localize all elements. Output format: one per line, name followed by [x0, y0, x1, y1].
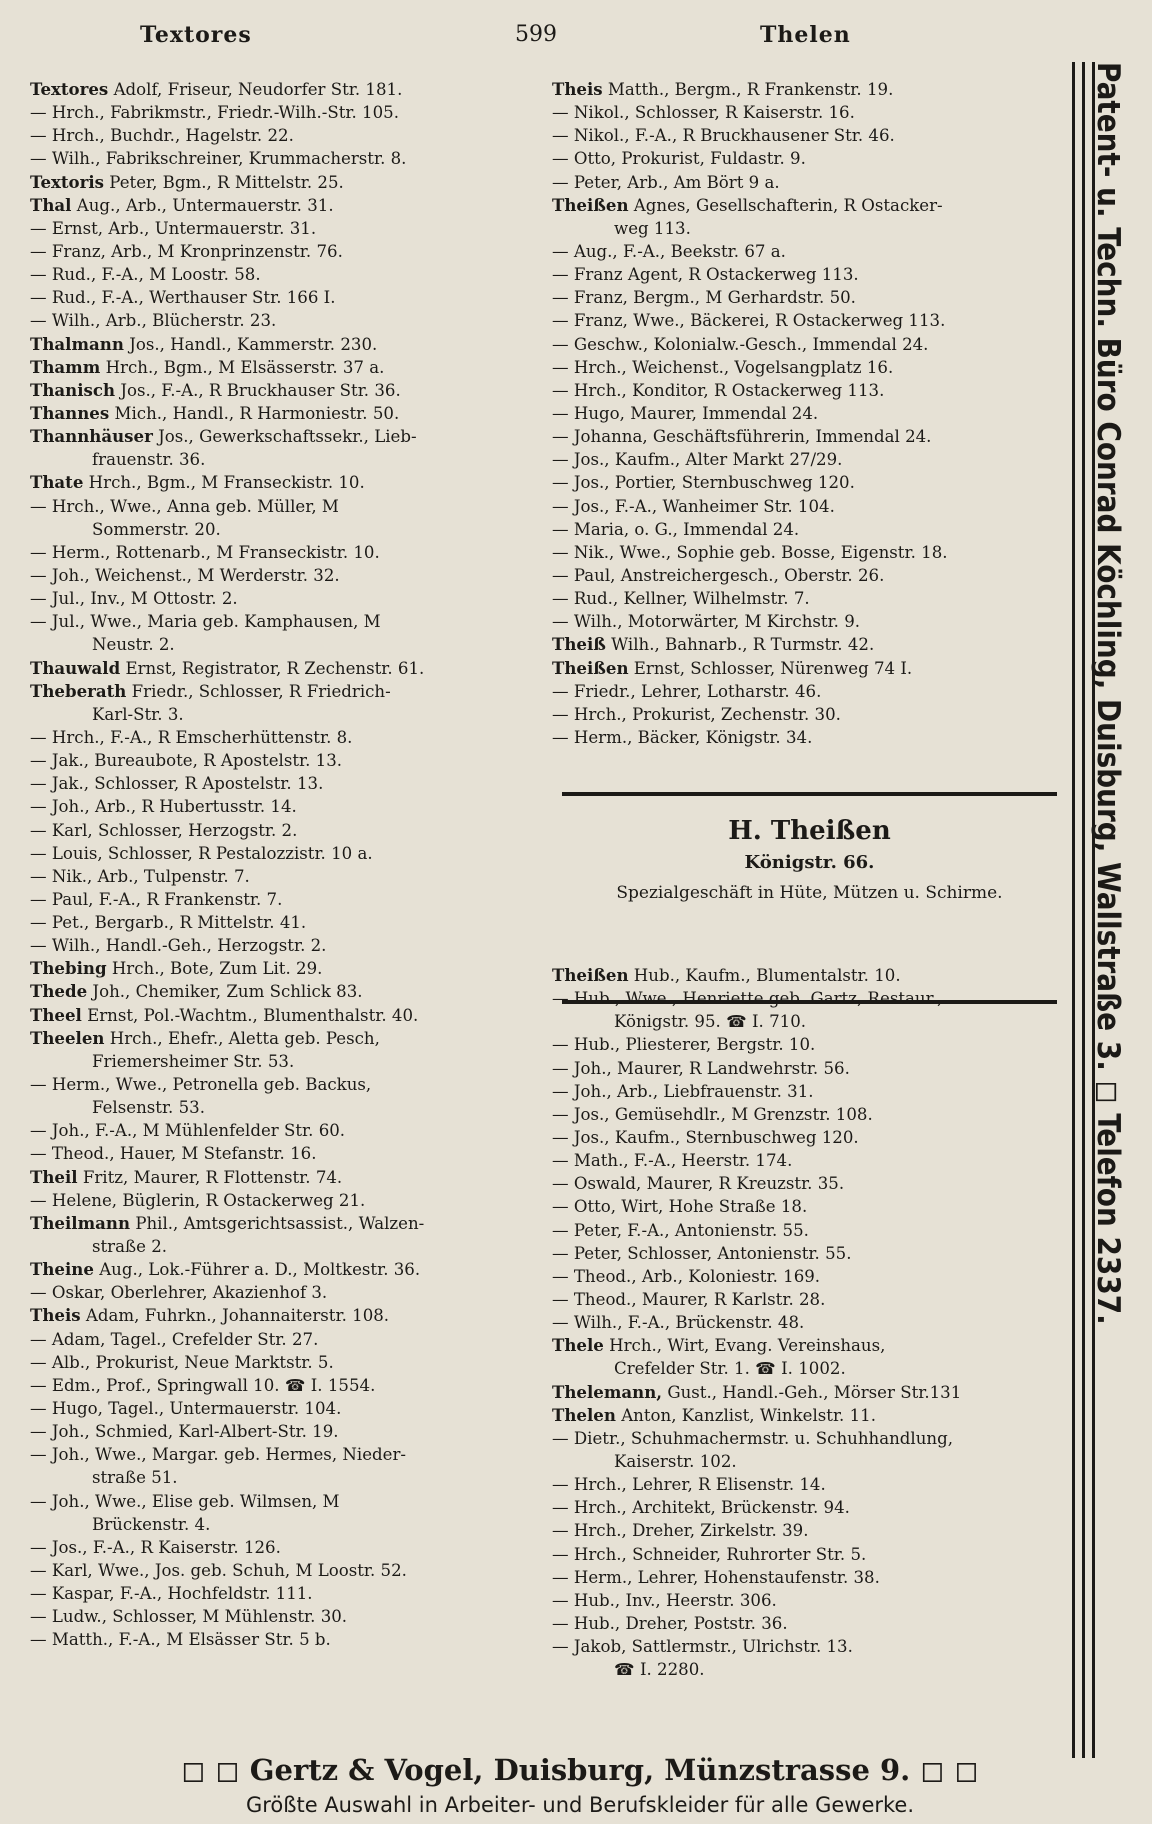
entry-text: — Hrch., F.-A., R Emscherhüttenstr. 8.: [30, 727, 353, 747]
entry-line: [30, 587, 538, 610]
entry-line: [552, 1566, 1057, 1589]
entry-text: — Karl, Schlosser, Herzogstr. 2.: [30, 820, 298, 840]
entry-line: [30, 1605, 538, 1628]
entry-line: [552, 1057, 1057, 1080]
entry-text: — Geschw., Kolonialw.-Gesch., Immendal 24.: [552, 334, 929, 354]
entry-surname: Theine: [30, 1259, 94, 1280]
entry-text: Hrch., Wirt, Evang. Vereinshaus,: [609, 1336, 886, 1356]
entry-line: [30, 610, 538, 633]
entry-line: [552, 194, 1057, 217]
entry-surname: Theelen: [30, 1027, 105, 1048]
entry-line: [30, 1073, 538, 1096]
entry-line: [552, 633, 1057, 656]
entry-text: — Louis, Schlosser, R Pestalozzistr. 10 a.: [30, 843, 373, 863]
entry-text: — Jos., Gemüsehdlr., M Grenzstr. 108.: [552, 1104, 873, 1124]
entry-line: [552, 1334, 1057, 1357]
entry-surname: Theißen: [552, 965, 629, 985]
entry-text: — Joh., Maurer, R Landwehrstr. 56.: [552, 1058, 850, 1078]
entry-line: [30, 1397, 538, 1420]
entry-surname: Thannes: [30, 402, 110, 423]
entry-line: [30, 1351, 538, 1374]
entry-line: [30, 703, 538, 726]
entry-surname: Textoris: [30, 171, 105, 192]
entry-line: [552, 379, 1057, 402]
entry-line: [30, 772, 538, 795]
entry-line: [552, 564, 1057, 587]
vertical-advertisement: [1068, 62, 1148, 1758]
entry-text: Mich., Handl., R Harmoniestr. 50.: [114, 403, 400, 423]
entry-line: [30, 425, 538, 448]
entry-line: [30, 379, 538, 402]
entry-text: weg 113.: [614, 218, 691, 238]
entry-line: [30, 1304, 538, 1327]
entry-line: [30, 1212, 538, 1235]
entry-text: Aug., Lok.-Führer a. D., Moltkestr. 36.: [99, 1260, 421, 1280]
entry-text: — Ludw., Schlosser, M Mühlenstr. 30.: [30, 1607, 348, 1627]
entry-text: — Alb., Prokurist, Neue Marktstr. 5.: [30, 1352, 334, 1372]
entry-text: — Jul., Inv., M Ottostr. 2.: [30, 589, 238, 609]
entry-text: — Johanna, Geschäftsführerin, Immendal 24.: [552, 427, 932, 447]
entry-line: [30, 1420, 538, 1443]
entry-text: — Helene, Büglerin, R Ostackerweg 21.: [30, 1190, 366, 1210]
entry-line: [30, 356, 538, 379]
entry-text: — Herm., Bäcker, Königstr. 34.: [552, 727, 813, 747]
entry-text: Ernst, Schlosser, Nürenweg 74 I.: [633, 658, 913, 678]
entry-line: [30, 1050, 538, 1073]
entry-line: [552, 217, 1057, 240]
entry-text: — Herm., Rottenarb., M Franseckistr. 10.: [30, 542, 380, 562]
entry-line: [30, 865, 538, 888]
entry-text: Hrch., Bgm., M Elsässerstr. 37 a.: [105, 357, 385, 377]
entry-line: [552, 1519, 1057, 1542]
entry-text: Ernst, Pol.-Wachtm., Blumenthalstr. 40.: [87, 1005, 419, 1025]
entry-text: — Hub., Inv., Heerstr. 306.: [552, 1590, 777, 1610]
ad-name: H. Theißen: [728, 816, 891, 846]
entry-line: [30, 1513, 538, 1536]
entry-line: [30, 101, 538, 124]
entry-text: Hrch., Ehefr., Aletta geb. Pesch,: [109, 1028, 380, 1048]
entry-text: — Hrch., Buchdr., Hagelstr. 22.: [30, 126, 294, 146]
entry-text: Agnes, Gesellschafterin, R Ostacker-: [633, 195, 943, 215]
entry-line: [30, 240, 538, 263]
entry-text: — Hrch., Weichenst., Vogelsangplatz 16.: [552, 357, 894, 377]
entry-line: [30, 1027, 538, 1050]
entry-text: — Franz, Arb., M Kronprinzenstr. 76.: [30, 241, 343, 261]
entry-line: [30, 911, 538, 934]
entry-text: — Edm., Prof., Springwall 10. ☎ I. 1554.: [30, 1375, 376, 1395]
entry-text: — Paul, Anstreichergesch., Oberstr. 26.: [552, 565, 885, 585]
vertical-rule: [1082, 62, 1085, 1758]
entry-text: — Rud., F.-A., Werthauser Str. 166 I.: [30, 288, 336, 308]
entry-line: [552, 471, 1057, 494]
entry-text: — Herm., Wwe., Petronella geb. Backus,: [30, 1075, 372, 1095]
page-number: 599: [515, 22, 557, 47]
entry-surname: Theis: [30, 1305, 81, 1326]
entry-text: Neustr. 2.: [92, 635, 175, 655]
entry-line: [30, 819, 538, 842]
entry-line: [30, 633, 538, 656]
entry-text: — Rud., Kellner, Wilhelmstr. 7.: [552, 589, 810, 609]
entry-line: [552, 147, 1057, 170]
entry-text: — Hrch., Prokurist, Zechenstr. 30.: [552, 704, 841, 724]
entry-line: [30, 402, 538, 425]
entry-line: [30, 217, 538, 240]
entry-text: — Peter, Schlosser, Antonienstr. 55.: [552, 1243, 852, 1263]
entry-line: [30, 1582, 538, 1605]
entry-line: [30, 263, 538, 286]
entry-surname: Thannhäuser: [30, 426, 153, 447]
entry-line: [30, 1328, 538, 1351]
right-column-top: [552, 78, 1057, 749]
entry-line: [552, 1149, 1057, 1172]
entry-line: [552, 1381, 1057, 1404]
entry-line: [30, 795, 538, 818]
entry-text: — Karl, Wwe., Jos. geb. Schuh, M Loostr. 52.: [30, 1561, 407, 1580]
entry-line: [552, 964, 1057, 987]
entry-line: [552, 1172, 1057, 1195]
entry-line: [30, 1166, 538, 1189]
entry-line: [552, 1242, 1057, 1265]
entry-line: [552, 1496, 1057, 1519]
entry-line: [552, 286, 1057, 309]
entry-surname: Theel: [30, 1004, 82, 1025]
entry-text: — Jak., Schlosser, R Apostelstr. 13.: [30, 774, 324, 794]
entry-line: [552, 1033, 1057, 1056]
entry-line: [552, 518, 1057, 541]
entry-line: [552, 1543, 1057, 1566]
entry-text: — Jos., Kaufm., Alter Markt 27/29.: [552, 450, 843, 470]
entry-line: [30, 471, 538, 494]
entry-text: — Jos., F.-A., Wanheimer Str. 104.: [552, 496, 835, 516]
entry-line: [30, 1004, 538, 1027]
entry-text: — Wilh., Handl.-Geh., Herzogstr. 2.: [30, 936, 327, 956]
entry-line: [552, 124, 1057, 147]
entry-text: — Hrch., Dreher, Zirkelstr. 39.: [552, 1521, 809, 1541]
entry-surname: Theis: [552, 79, 603, 99]
entry-line: [552, 1103, 1057, 1126]
entry-surname: Thal: [30, 194, 72, 215]
entry-text: — Adam, Tagel., Crefelder Str. 27.: [30, 1329, 319, 1349]
entry-line: [30, 1536, 538, 1559]
entry-line: [30, 980, 538, 1003]
ad-rule-top: [562, 792, 1057, 796]
entry-text: — Aug., F.-A., Beekstr. 67 a.: [552, 241, 786, 261]
entry-line: [552, 1612, 1057, 1635]
entry-text: — Hrch., Konditor, R Ostackerweg 113.: [552, 380, 885, 400]
entry-line: [552, 1288, 1057, 1311]
entry-text: — Hrch., Wwe., Anna geb. Müller, M: [30, 496, 339, 516]
entry-line: [552, 425, 1057, 448]
entry-text: Ernst, Registrator, R Zechenstr. 61.: [125, 658, 425, 678]
entry-line: [30, 749, 538, 772]
vertical-rule: [1072, 62, 1075, 1758]
entry-text: Hub., Kaufm., Blumentalstr. 10.: [633, 966, 901, 985]
entry-surname: Theißen: [552, 194, 629, 215]
entry-line: [552, 1357, 1057, 1380]
entry-surname: Theil: [30, 1166, 78, 1187]
entry-line: [30, 1142, 538, 1165]
entry-line: [552, 1658, 1057, 1681]
entry-text: straße 2.: [92, 1237, 168, 1257]
left-column: [30, 78, 538, 1652]
entry-line: [30, 726, 538, 749]
entry-text: — Franz, Bergm., M Gerhardstr. 50.: [552, 288, 856, 308]
entry-text: Joh., Chemiker, Zum Schlick 83.: [92, 982, 363, 1002]
entry-line: [552, 541, 1057, 564]
entry-line: [30, 541, 538, 564]
entry-line: [552, 1473, 1057, 1496]
entry-text: Gust., Handl.-Geh., Mörser Str.131: [667, 1382, 962, 1402]
entry-line: [30, 448, 538, 471]
entry-line: [30, 147, 538, 170]
entry-line: [552, 448, 1057, 471]
entry-text: Kaiserstr. 102.: [614, 1451, 737, 1471]
entry-line: [552, 657, 1057, 680]
entry-text: Peter, Bgm., R Mittelstr. 25.: [109, 172, 344, 192]
entry-line: [552, 1080, 1057, 1103]
entry-text: — Joh., Arb., Liebfrauenstr. 31.: [552, 1081, 814, 1101]
entry-text: — Hrch., Architekt, Brückenstr. 94.: [552, 1498, 850, 1518]
entry-text: Crefelder Str. 1. ☎ I. 1002.: [614, 1359, 846, 1379]
entry-surname: Theberath: [30, 680, 127, 701]
entry-line: [552, 1589, 1057, 1612]
entry-text: — Joh., F.-A., M Mühlenfelder Str. 60.: [30, 1121, 346, 1141]
entry-text: Adam, Fuhrkn., Johannaiterstr. 108.: [85, 1306, 390, 1326]
entry-text: — Wilh., Fabrikschreiner, Krummacherstr. 8.: [30, 149, 407, 169]
entry-line: [552, 1404, 1057, 1427]
entry-text: — Jos., F.-A., R Kaiserstr. 126.: [30, 1537, 281, 1557]
entry-text: Friedr., Schlosser, R Friedrich-: [131, 681, 391, 701]
entry-line: [552, 703, 1057, 726]
entry-surname: Theiß: [552, 634, 606, 655]
entry-surname: Thebing: [30, 958, 107, 979]
entry-text: — Pet., Bergarb., R Mittelstr. 41.: [30, 913, 307, 933]
entry-surname: Theißen: [552, 657, 629, 678]
entry-text: ☎ I. 2280.: [614, 1660, 705, 1680]
entry-text: — Jos., Portier, Sternbuschweg 120.: [552, 473, 855, 493]
entry-text: — Hub., Dreher, Poststr. 36.: [552, 1613, 788, 1633]
entry-line: [552, 309, 1057, 332]
entry-line: [30, 171, 538, 194]
entry-line: [552, 987, 1057, 1010]
entry-text: Fritz, Maurer, R Flottenstr. 74.: [82, 1167, 343, 1187]
entry-text: — Hrch., Lehrer, R Elisenstr. 14.: [552, 1475, 826, 1495]
entry-text: — Joh., Weichenst., M Werderstr. 32.: [30, 565, 340, 585]
entry-line: [552, 1427, 1057, 1450]
running-head-left: Textores: [140, 22, 252, 48]
entry-text: Aug., Arb., Untermauerstr. 31.: [76, 195, 334, 215]
entry-surname: Thele: [552, 1335, 604, 1356]
entry-line: [552, 495, 1057, 518]
entry-text: Anton, Kanzlist, Winkelstr. 11.: [621, 1405, 876, 1425]
entry-line: [552, 1219, 1057, 1242]
entry-text: — Matth., F.-A., M Elsässer Str. 5 b.: [30, 1630, 331, 1650]
entry-text: — Jul., Wwe., Maria geb. Kamphausen, M: [30, 612, 381, 632]
entry-line: [552, 402, 1057, 425]
entry-text: — Franz Agent, R Ostackerweg 113.: [552, 265, 859, 285]
entry-text: — Hrch., Schneider, Ruhrorter Str. 5.: [552, 1544, 867, 1564]
entry-surname: Textores: [30, 79, 109, 99]
entry-text: — Kaspar, F.-A., Hochfeldstr. 111.: [30, 1584, 313, 1604]
entry-text: Karl-Str. 3.: [92, 704, 184, 724]
entry-text: — Oswald, Maurer, R Kreuzstr. 35.: [552, 1174, 845, 1194]
running-head-right: Thelen: [760, 22, 851, 48]
entry-text: Adolf, Friseur, Neudorfer Str. 181.: [113, 80, 403, 99]
entry-text: — Dietr., Schuhmachermstr. u. Schuhhandlung,: [552, 1428, 953, 1448]
entry-line: [552, 1450, 1057, 1473]
entry-surname: Thelemann,: [552, 1381, 663, 1402]
entry-text: — Math., F.-A., Heerstr. 174.: [552, 1151, 793, 1171]
entry-text: — Hub., Pliesterer, Bergstr. 10.: [552, 1035, 816, 1055]
entry-surname: Theilmann: [30, 1212, 131, 1233]
entry-line: [30, 1559, 538, 1582]
entry-line: [30, 564, 538, 587]
entry-text: Brückenstr. 4.: [92, 1514, 211, 1534]
entry-text: — Hub., Wwe., Henriette geb. Gartz, Restaur.,: [552, 989, 943, 1009]
entry-line: [552, 1265, 1057, 1288]
entry-text: — Franz, Wwe., Bäckerei, R Ostackerweg 113.: [552, 311, 946, 331]
entry-line: [30, 1189, 538, 1212]
entry-line: [552, 356, 1057, 379]
entry-text: — Hrch., Fabrikmstr., Friedr.-Wilh.-Str. 105.: [30, 103, 399, 123]
entry-line: [552, 587, 1057, 610]
entry-line: [30, 309, 538, 332]
entry-line: [30, 957, 538, 980]
entry-line: [552, 171, 1057, 194]
entry-line: [552, 610, 1057, 633]
entry-text: — Jos., Kaufm., Sternbuschweg 120.: [552, 1127, 859, 1147]
entry-text: Wilh., Bahnarb., R Turmstr. 42.: [611, 635, 875, 655]
entry-text: Jos., Gewerkschaftssekr., Lieb-: [158, 427, 417, 447]
entry-text: — Joh., Wwe., Margar. geb. Hermes, Nieder-: [30, 1445, 407, 1465]
entry-line: [30, 1628, 538, 1651]
entry-text: Jos., Handl., Kammerstr. 230.: [129, 334, 378, 354]
entry-line: [552, 333, 1057, 356]
entry-text: Felsenstr. 53.: [92, 1098, 205, 1118]
entry-text: Königstr. 95. ☎ I. 710.: [614, 1012, 807, 1032]
entry-text: Hrch., Bgm., M Franseckistr. 10.: [88, 473, 365, 493]
entry-text: — Jakob, Sattlermstr., Ulrichstr. 13.: [552, 1637, 853, 1657]
entry-line: [30, 1119, 538, 1142]
ad-text: Spezialgeschäft in Hüte, Mützen u. Schirme.: [616, 883, 1003, 903]
entry-text: — Wilh., Motorwärter, M Kirchstr. 9.: [552, 612, 861, 632]
entry-text: — Joh., Schmied, Karl-Albert-Str. 19.: [30, 1422, 339, 1442]
entry-surname: Thanisch: [30, 379, 116, 400]
entry-line: [30, 657, 538, 680]
entry-text: Phil., Amtsgerichtsassist., Walzen-: [135, 1213, 425, 1233]
entry-surname: Thauwald: [30, 657, 121, 678]
entry-line: [30, 842, 538, 865]
entry-text: — Peter, F.-A., Antonienstr. 55.: [552, 1220, 809, 1240]
entry-text: — Hugo, Maurer, Immendal 24.: [552, 403, 819, 423]
entry-line: [30, 888, 538, 911]
entry-line: [30, 518, 538, 541]
entry-surname: Thede: [30, 981, 88, 1002]
entry-text: — Theod., Arb., Koloniestr. 169.: [552, 1266, 821, 1286]
entry-line: [552, 1635, 1057, 1658]
entry-text: — Nikol., F.-A., R Bruckhausener Str. 46.: [552, 126, 895, 146]
entry-line: [552, 680, 1057, 703]
entry-line: [30, 194, 538, 217]
bottom-ad-headline: ◻ ◻ Gertz & Vogel, Duisburg, Münzstrasse 9. ◻ ◻: [181, 1753, 979, 1787]
entry-text: — Nik., Wwe., Sophie geb. Bosse, Eigenstr. 18.: [552, 542, 948, 562]
vertical-ad-text: Patent- u. Techn. Büro Conrad Köchling, Duisburg, Wallstraße 3. ◻ Telefon 2337.: [1090, 62, 1126, 1325]
entry-text: — Joh., Arb., R Hubertusstr. 14.: [30, 797, 297, 817]
entry-line: [552, 1010, 1057, 1033]
entry-text: — Otto, Wirt, Hohe Straße 18.: [552, 1197, 808, 1217]
entry-text: straße 51.: [92, 1468, 178, 1488]
entry-text: — Friedr., Lehrer, Lotharstr. 46.: [552, 681, 822, 701]
entry-text: — Paul, F.-A., R Frankenstr. 7.: [30, 889, 283, 909]
entry-line: [552, 263, 1057, 286]
entry-text: — Nik., Arb., Tulpenstr. 7.: [30, 866, 250, 886]
entry-line: [30, 1258, 538, 1281]
entry-text: frauenstr. 36.: [92, 450, 206, 470]
entry-line: [552, 240, 1057, 263]
entry-text: — Wilh., Arb., Blücherstr. 23.: [30, 311, 277, 331]
entry-text: Sommerstr. 20.: [92, 519, 221, 539]
entry-line: [30, 934, 538, 957]
entry-line: [30, 1374, 538, 1397]
entry-line: [30, 286, 538, 309]
entry-text: — Ernst, Arb., Untermauerstr. 31.: [30, 218, 317, 238]
entry-text: — Peter, Arb., Am Bört 9 a.: [552, 172, 780, 192]
entry-text: — Maria, o. G., Immendal 24.: [552, 519, 800, 539]
entry-line: [30, 1096, 538, 1119]
entry-surname: Thamm: [30, 356, 101, 377]
entry-surname: Thelen: [552, 1404, 616, 1425]
entry-line: [552, 101, 1057, 124]
entry-text: — Wilh., F.-A., Brückenstr. 48.: [552, 1313, 805, 1333]
entry-line: [30, 124, 538, 147]
entry-text: — Rud., F.-A., M Loostr. 58.: [30, 265, 261, 285]
entry-line: [30, 1281, 538, 1304]
entry-text: — Theod., Hauer, M Stefanstr. 16.: [30, 1144, 317, 1164]
entry-line: [552, 726, 1057, 749]
ad-street: Königstr. 66.: [744, 852, 875, 873]
entry-line: [30, 333, 538, 356]
entry-surname: Thate: [30, 472, 84, 493]
entry-text: Jos., F.-A., R Bruckhauser Str. 36.: [120, 380, 401, 400]
entry-line: [30, 680, 538, 703]
entry-text: — Oskar, Oberlehrer, Akazienhof 3.: [30, 1283, 328, 1303]
entry-text: — Theod., Maurer, R Karlstr. 28.: [552, 1289, 826, 1309]
entry-line: [552, 1195, 1057, 1218]
bottom-ad-tagline: Größte Auswahl in Arbeiter- und Berufskleider für alle Gewerke.: [245, 1793, 915, 1817]
entry-text: — Joh., Wwe., Elise geb. Wilmsen, M: [30, 1491, 340, 1511]
entry-text: — Jak., Bureaubote, R Apostelstr. 13.: [30, 751, 343, 771]
entry-line: [30, 1466, 538, 1489]
entry-text: Matth., Bergm., R Frankenstr. 19.: [607, 80, 894, 99]
entry-line: [30, 495, 538, 518]
entry-line: [552, 1311, 1057, 1334]
entry-text: — Herm., Lehrer, Hohenstaufenstr. 38.: [552, 1567, 880, 1587]
entry-text: — Nikol., Schlosser, R Kaiserstr. 16.: [552, 103, 855, 123]
entry-line: [30, 1235, 538, 1258]
entry-text: — Hugo, Tagel., Untermauerstr. 104.: [30, 1399, 342, 1419]
entry-line: [552, 1126, 1057, 1149]
entry-line: [30, 1490, 538, 1513]
entry-line: [552, 78, 1057, 101]
entry-text: Hrch., Bote, Zum Lit. 29.: [111, 959, 323, 979]
entry-line: [30, 1443, 538, 1466]
entry-text: — Otto, Prokurist, Fuldastr. 9.: [552, 149, 806, 169]
entry-line: [30, 78, 538, 101]
entry-text: Friemersheimer Str. 53.: [92, 1051, 295, 1071]
entry-surname: Thalmann: [30, 333, 124, 354]
right-column-bottom: [552, 964, 1057, 1681]
